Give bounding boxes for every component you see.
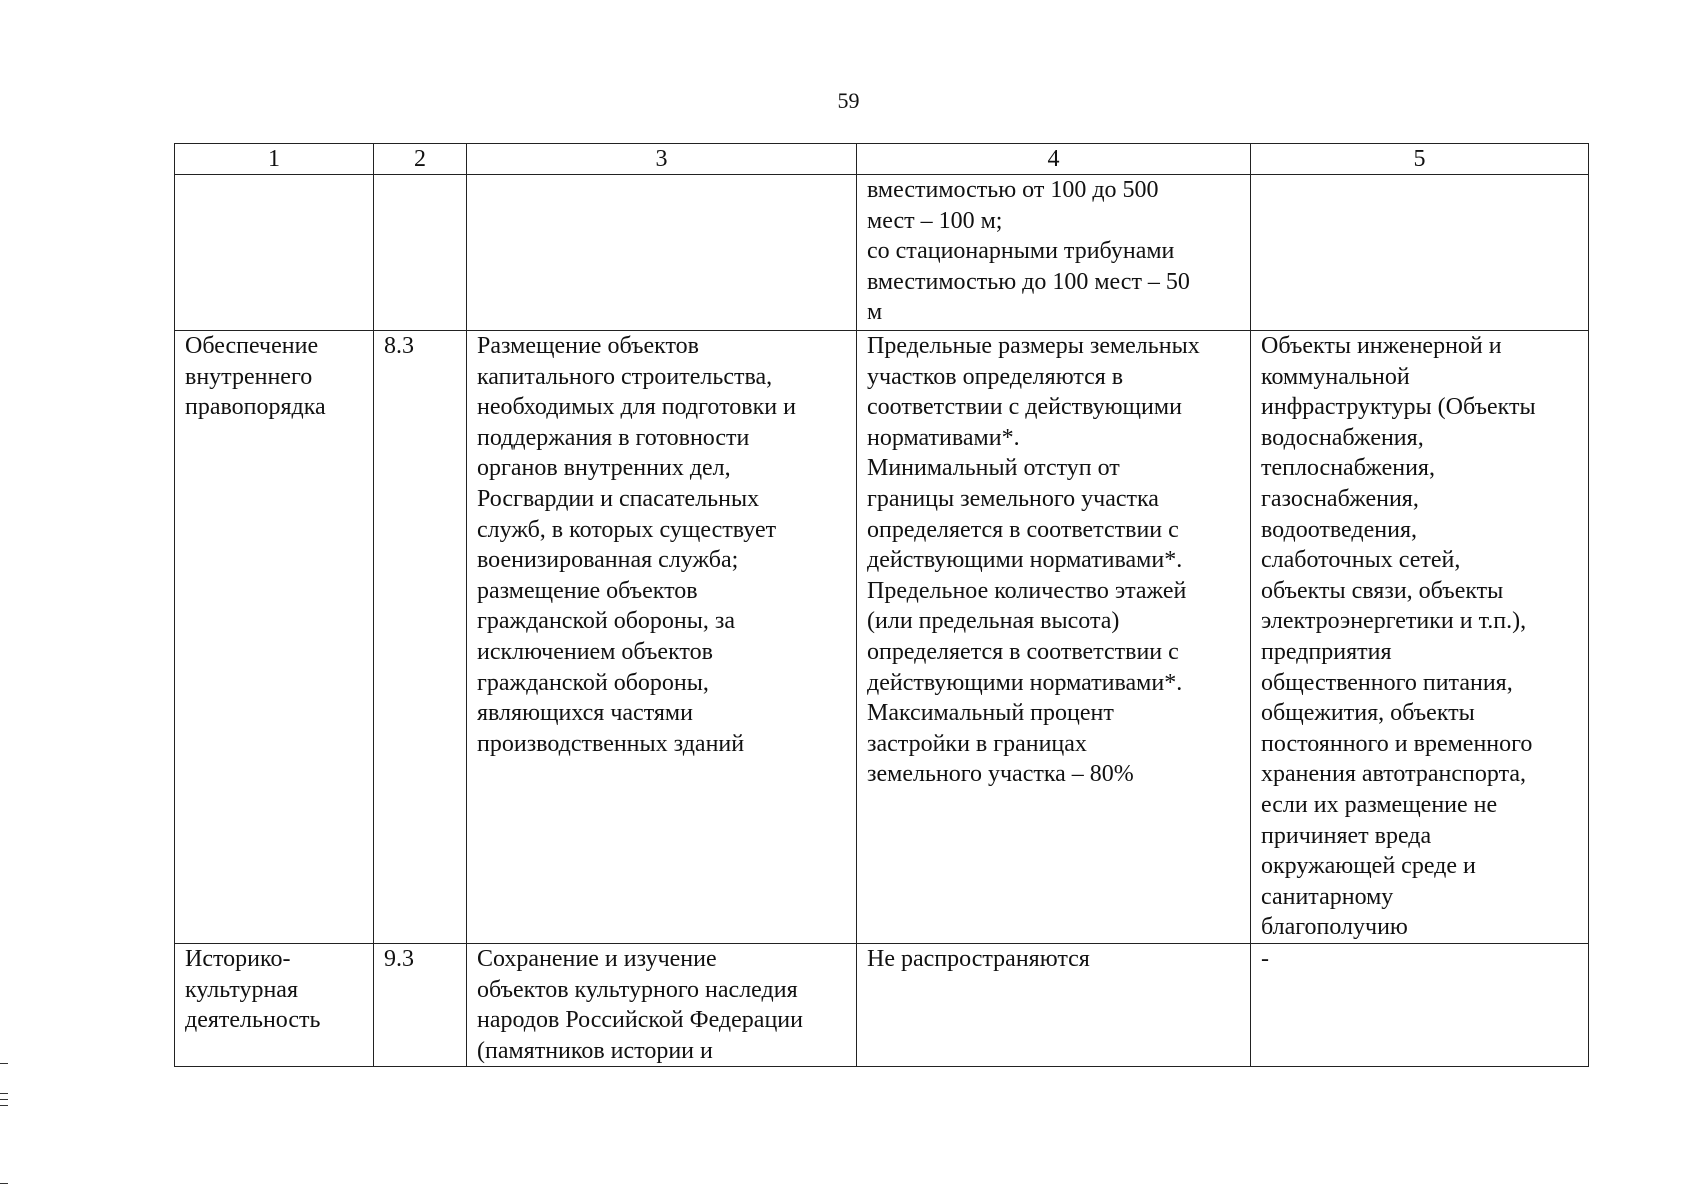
cell-text-line: инфраструктуры (Объекты — [1261, 394, 1536, 421]
cell-text-line: постоянного и временного — [1261, 730, 1533, 757]
cell-text-line: Минимальный отступ от — [867, 455, 1120, 482]
page-number: 59 — [837, 88, 860, 113]
cell-text-line: объекты связи, объекты — [1261, 577, 1504, 604]
cell-text-line: определяется в соответствии с — [867, 516, 1179, 543]
cell-text-line: - — [1261, 946, 1269, 972]
cell-text-line: являющихся частями — [477, 700, 693, 727]
table-body — [175, 175, 1589, 1067]
cell-text-line: Росгвардии и спасательных — [477, 485, 760, 512]
margin-mark — [0, 1063, 8, 1064]
cell-text-line: исключением объектов — [477, 638, 713, 665]
parameters-cell — [857, 175, 1251, 331]
description-cell — [467, 331, 857, 944]
cell-text-line: 9.3 — [384, 946, 414, 972]
cell-text-line: действующими нормативами*. — [867, 669, 1183, 696]
cell-text-line: благополучию — [1261, 914, 1408, 941]
cell-text-line: м — [867, 299, 883, 326]
table-row — [175, 331, 1589, 944]
cell-text-line: 8.3 — [384, 333, 414, 359]
table-row — [175, 944, 1589, 1067]
land-use-type-cell — [175, 944, 374, 1067]
cell-text-line: гражданской обороны, — [477, 669, 709, 696]
cell-text-line: Максимальный процент — [867, 700, 1114, 727]
cell-text-line: застройки в границах — [867, 730, 1087, 757]
header-col-1: 1 — [175, 144, 374, 175]
cell-text-line: культурная — [185, 976, 298, 1003]
cell-text-line: Предельное количество этажей — [867, 577, 1187, 604]
cell-text-line: вместимостью от 100 до 500 — [867, 177, 1159, 203]
cell-text-line: нормативами*. — [867, 424, 1020, 451]
cell-text-line: Размещение объектов — [477, 333, 699, 359]
cell-text-line: общежития, объекты — [1261, 700, 1475, 727]
cell-text-line: вместимостью до 100 мест – 50 — [867, 268, 1190, 295]
cell-text-line: теплоснабжения, — [1261, 455, 1435, 482]
cell-text-line: предприятия — [1261, 638, 1392, 665]
auxiliary-uses-cell — [1251, 944, 1589, 1067]
margin-mark — [0, 1093, 8, 1094]
table-header-row — [175, 144, 1589, 175]
land-use-table — [174, 143, 1589, 1067]
cell-text-line: окружающей среде и — [1261, 853, 1476, 880]
header-col-2: 2 — [374, 144, 467, 175]
cell-text-line: слаботочных сетей, — [1261, 547, 1461, 574]
cell-text-line: коммунальной — [1261, 363, 1410, 390]
cell-text-line: Обеспечение — [185, 333, 319, 359]
code-cell — [374, 175, 467, 331]
margin-mark — [0, 1099, 8, 1100]
code-cell — [374, 944, 467, 1067]
cell-text-line: (или предельная высота) — [867, 608, 1120, 635]
cell-text-line: внутреннего — [185, 363, 313, 390]
cell-text-line: Историко- — [185, 946, 291, 972]
cell-text-line: Сохранение и изучение — [477, 946, 717, 972]
table-row — [175, 175, 1589, 331]
land-use-type-cell — [175, 331, 374, 944]
cell-text-line: санитарному — [1261, 883, 1394, 910]
header-col-5: 5 — [1251, 144, 1589, 175]
land-use-type-cell — [175, 175, 374, 331]
cell-text-line: народов Российской Федерации — [477, 1007, 803, 1034]
description-cell — [467, 944, 857, 1067]
cell-text-line: военизированная служба; — [477, 547, 739, 574]
cell-text-line: Объекты инженерной и — [1261, 333, 1502, 359]
cell-text-line: электроэнергетики и т.п.), — [1261, 608, 1527, 635]
cell-text-line: гражданской обороны, за — [477, 608, 736, 635]
cell-text-line: (памятников истории и — [477, 1037, 713, 1064]
cell-text-line: действующими нормативами*. — [867, 547, 1183, 574]
cell-text-line: если их размещение не — [1261, 791, 1498, 818]
cell-text-line: мест – 100 м; — [867, 207, 1003, 234]
cell-text-line: органов внутренних дел, — [477, 455, 731, 482]
cell-text-line: Не распространяются — [867, 946, 1090, 972]
margin-mark — [0, 1105, 8, 1106]
header-col-3: 3 — [467, 144, 857, 175]
cell-text-line: границы земельного участка — [867, 485, 1159, 512]
cell-text-line: участков определяются в — [867, 363, 1124, 390]
cell-text-line: земельного участка – 80% — [867, 761, 1134, 788]
cell-text-line: необходимых для подготовки и — [477, 394, 796, 421]
cell-text-line: правопорядка — [185, 394, 326, 421]
cell-text-line: газоснабжения, — [1261, 485, 1419, 512]
code-cell — [374, 331, 467, 944]
header-col-4: 4 — [857, 144, 1251, 175]
cell-text-line: водоснабжения, — [1261, 424, 1424, 451]
cell-text-line: деятельность — [185, 1007, 321, 1034]
auxiliary-uses-cell — [1251, 175, 1589, 331]
cell-text-line: соответствии с действующими — [867, 394, 1182, 421]
cell-text-line: объектов культурного наследия — [477, 976, 798, 1003]
description-cell — [467, 175, 857, 331]
margin-mark — [0, 1183, 8, 1184]
cell-text-line: поддержания в готовности — [477, 424, 750, 451]
cell-text-line: служб, в которых существует — [477, 516, 777, 543]
cell-text-line: производственных зданий — [477, 730, 745, 757]
cell-text-line: капитального строительства, — [477, 363, 773, 390]
cell-text-line: размещение объектов — [477, 577, 698, 604]
cell-text-line: общественного питания, — [1261, 669, 1513, 696]
cell-text-line: определяется в соответствии с — [867, 638, 1179, 665]
cell-text-line: водоотведения, — [1261, 516, 1417, 543]
auxiliary-uses-cell — [1251, 331, 1589, 944]
cell-text-line: со стационарными трибунами — [867, 238, 1175, 265]
cell-text-line: хранения автотранспорта, — [1261, 761, 1527, 788]
parameters-cell — [857, 944, 1251, 1067]
parameters-cell — [857, 331, 1251, 944]
cell-text-line: Предельные размеры земельных — [867, 333, 1200, 359]
cell-text-line: причиняет вреда — [1261, 822, 1432, 849]
